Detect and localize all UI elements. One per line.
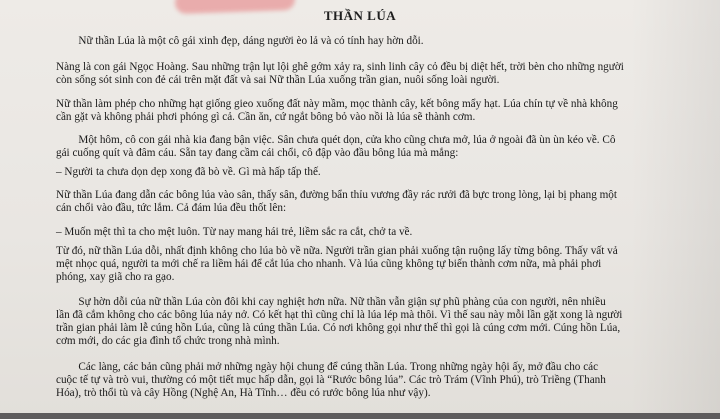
page-bottom-edge — [0, 413, 720, 419]
paragraph-6: Nữ thần Lúa đang dẫn các bông lúa vào sân, thấy sân, đường bẩn thỉu vương đầy rác rưởi đã bực trong lòng, lại bị phang một cán chổi vào đầu, tức lắm. Cả đám lúa đều thốt lên: — [56, 189, 618, 214]
paragraph-7: – Muốn mệt thì ta cho mệt luôn. Từ nay mang hái trẻ, liềm sắc ra cắt, chở ta về. — [56, 226, 413, 238]
paragraph-1: Nữ thần Lúa là một cô gái xinh đẹp, dáng người èo lả và có tính hay hờn dỗi. — [56, 35, 424, 47]
paragraph-9: Sự hờn dỗi của nữ thần Lúa còn đôi khi cay nghiệt hơn nữa. Nữ thần vẫn giận sự phũ phàng của con người, nên nhiều lần đã cắm không cho các bông lúa nảy nở. Có kết hạt thì cũng chỉ là lúa lép mà thôi. Vì thế sau này mỗi lần gặt xong là người trần gian phải làm lễ cúng hồn Lúa, cũng là cúng thần Lúa. Có nơi không gọi như thế thì gọi là cúng cơm mới. Cúng hồn Lúa, cơm mới, do các gia đình tổ chức trong nhà mình. — [56, 296, 623, 347]
document-title: THẦN LÚA — [323, 8, 397, 23]
paragraph-5: – Người ta chưa dọn dẹp xong đã bò về. Gì mà hấp tấp thế. — [56, 166, 321, 178]
paragraph-4: Một hôm, cô con gái nhà kia đang bận việc. Sân chưa quét dọn, cửa kho cũng chưa mở, lúa ở ngoài đã ùn ùn kéo về. Cô gái cuống quít và đâm cáu. Sẵn tay đang cầm cái chổi, cô đập vào đầu bông lúa mà mắng: — [56, 134, 616, 159]
paragraph-8: Từ đó, nữ thần Lúa dỗi, nhất định không cho lúa bò về nữa. Người trần gian phải xuống tận ruộng lấy từng bông. Thấy vất vả mệt nhọc quá, người ta mới chế ra liềm hái để cắt lúa cho nhanh. Và lúa cũng không tự biến thành cơm nữa, mà phải phơi phóng, xay giã cho ra gạo. — [56, 245, 618, 283]
paragraph-2: Nàng là con gái Ngọc Hoàng. Sau những trận lụt lội ghê gớm xảy ra, sinh linh cây cỏ đều bị diệt hết, trời bèn cho những người còn sống sót sinh con đẻ cái trên mặt đất và sai Nữ thần Lúa xuống trần gian, nuôi sống loài người. — [56, 61, 624, 86]
paragraph-10: Các làng, các bản cũng phải mở những ngày hội chung để cúng thần Lúa. Trong những ngày hội ấy, mở đầu cho các cuộc tế tự và trò vui, thường có một tiết mục hấp dẫn, gọi là “Rước bông lúa”. Các trò Trám (Vĩnh Phú), trò Triềng (Thanh Hóa), trò thổi tù và cây Hồng (Nghệ An, Hà Tĩnh… đều có rước bông lúa như vậy). — [56, 361, 606, 399]
paragraph-3: Nữ thần làm phép cho những hạt giống gieo xuống đất này mầm, mọc thành cây, kết bông mẩy hạt. Lúa chín tự về nhà không cần gặt và không phải phơi phóng gì cả. Cần ăn, cứ ngắt bông bỏ vào nồi là lúa sẽ thành cơm. — [56, 98, 618, 123]
